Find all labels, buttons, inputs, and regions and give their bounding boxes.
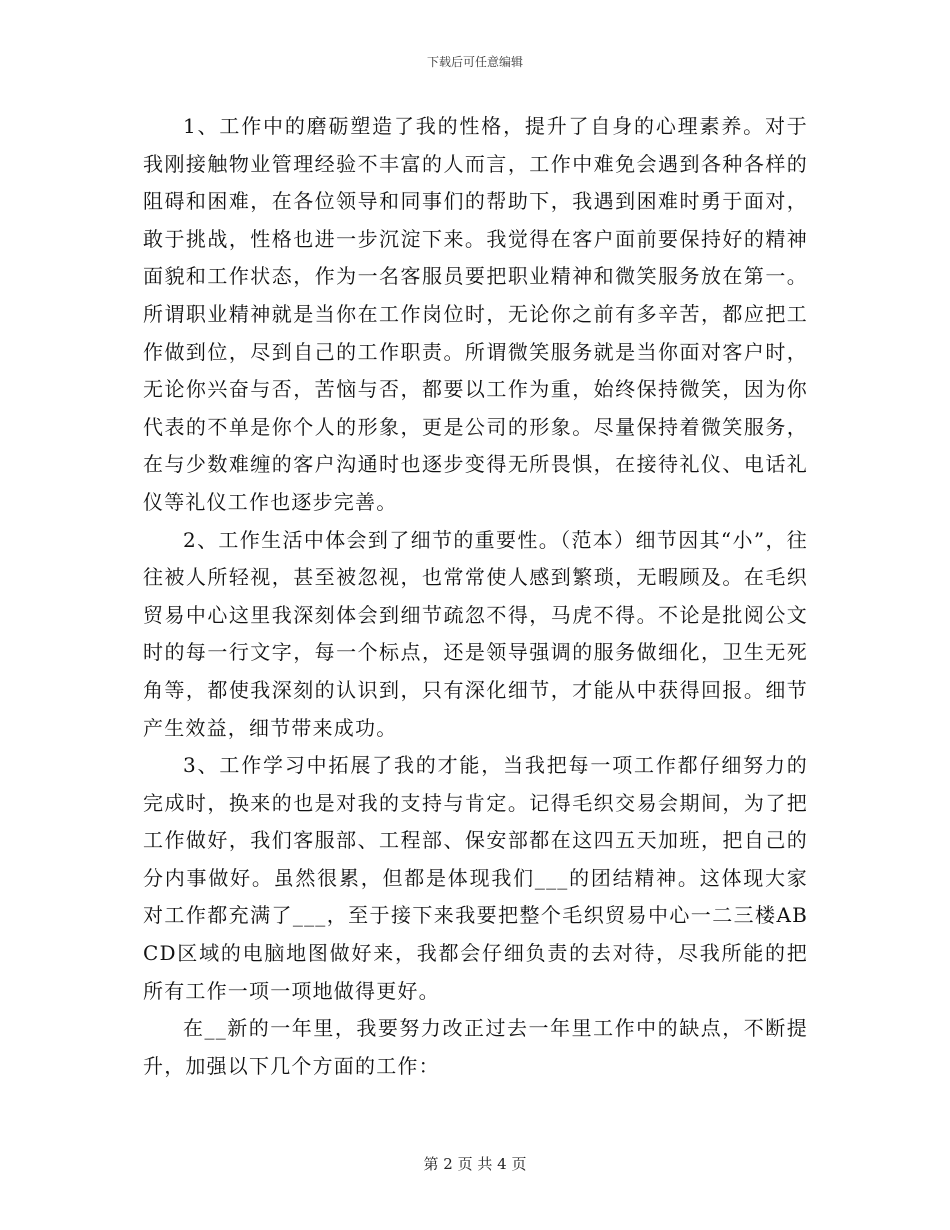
page-header-note: 下载后可任意编辑 (426, 55, 523, 69)
paragraph-4: 在__新的一年里，我要努力改正过去一年里工作中的缺点，不断提升，加强以下几个方面的工作： (143, 1016, 808, 1078)
paragraph-2: 2、工作生活中体会到了细节的重要性。（范本）细节因其“小”，往往被人所轻视，甚至被忽视，也常常使人感到繁琐，无暇顾及。在毛织贸易中心这里我深刻体会到细节疏忽不得，马虎不得。不论是批阅公文时的每一行文字，每一个标点，还是领导强调的服务做细化，卫生无死角等，都使我深刻的认识到，只有深化细节，才能从中获得回报。细节产生效益，细节带来成功。 (143, 527, 808, 740)
page-number: 第 2 页 共 4 页 (423, 1155, 527, 1173)
paragraph-1: 1、工作中的磨砺塑造了我的性格，提升了自身的心理素养。对于我刚接触物业管理经验不丰富的人而言，工作中难免会遇到各种各样的阻碍和困难，在各位领导和同事们的帮助下，我遇到困难时勇于面对，敢于挑战，性格也进一步沉淀下来。我觉得在客户面前要保持好的精神面貌和工作状态，作为一名客服员要把职业精神和微笑服务放在第一。所谓职业精神就是当你在工作岗位时，无论你之前有多辛苦，都应把工作做到位，尽到自己的工作职责。所谓微笑服务就是当你面对客户时，无论你兴奋与否，苦恼与否，都要以工作为重，始终保持微笑，因为你代表的不单是你个人的形象，更是公司的形象。尽量保持着微笑服务，在与少数难缠的客户沟通时也逐步变得无所畏惧，在接待礼仪、电话礼仪等礼仪工作也逐步完善。 (143, 114, 808, 514)
paragraph-3: 3、工作学习中拓展了我的才能，当我把每一项工作都仔细努力的完成时，换来的也是对我的支持与肯定。记得毛织交易会期间，为了把工作做好，我们客服部、工程部、保安部都在这四五天加班，把自己的分内事做好。虽然很累，但都是体现我们___的团结精神。这体现大家对工作都充满了___，至于接下来我要把整个毛织贸易中心一二三楼ABCD区域的电脑地图做好来，我都会仔细负责的去对待，尽我所能的把所有工作一项一项地做得更好。 (143, 753, 808, 1003)
document-body (143, 108, 808, 1085)
